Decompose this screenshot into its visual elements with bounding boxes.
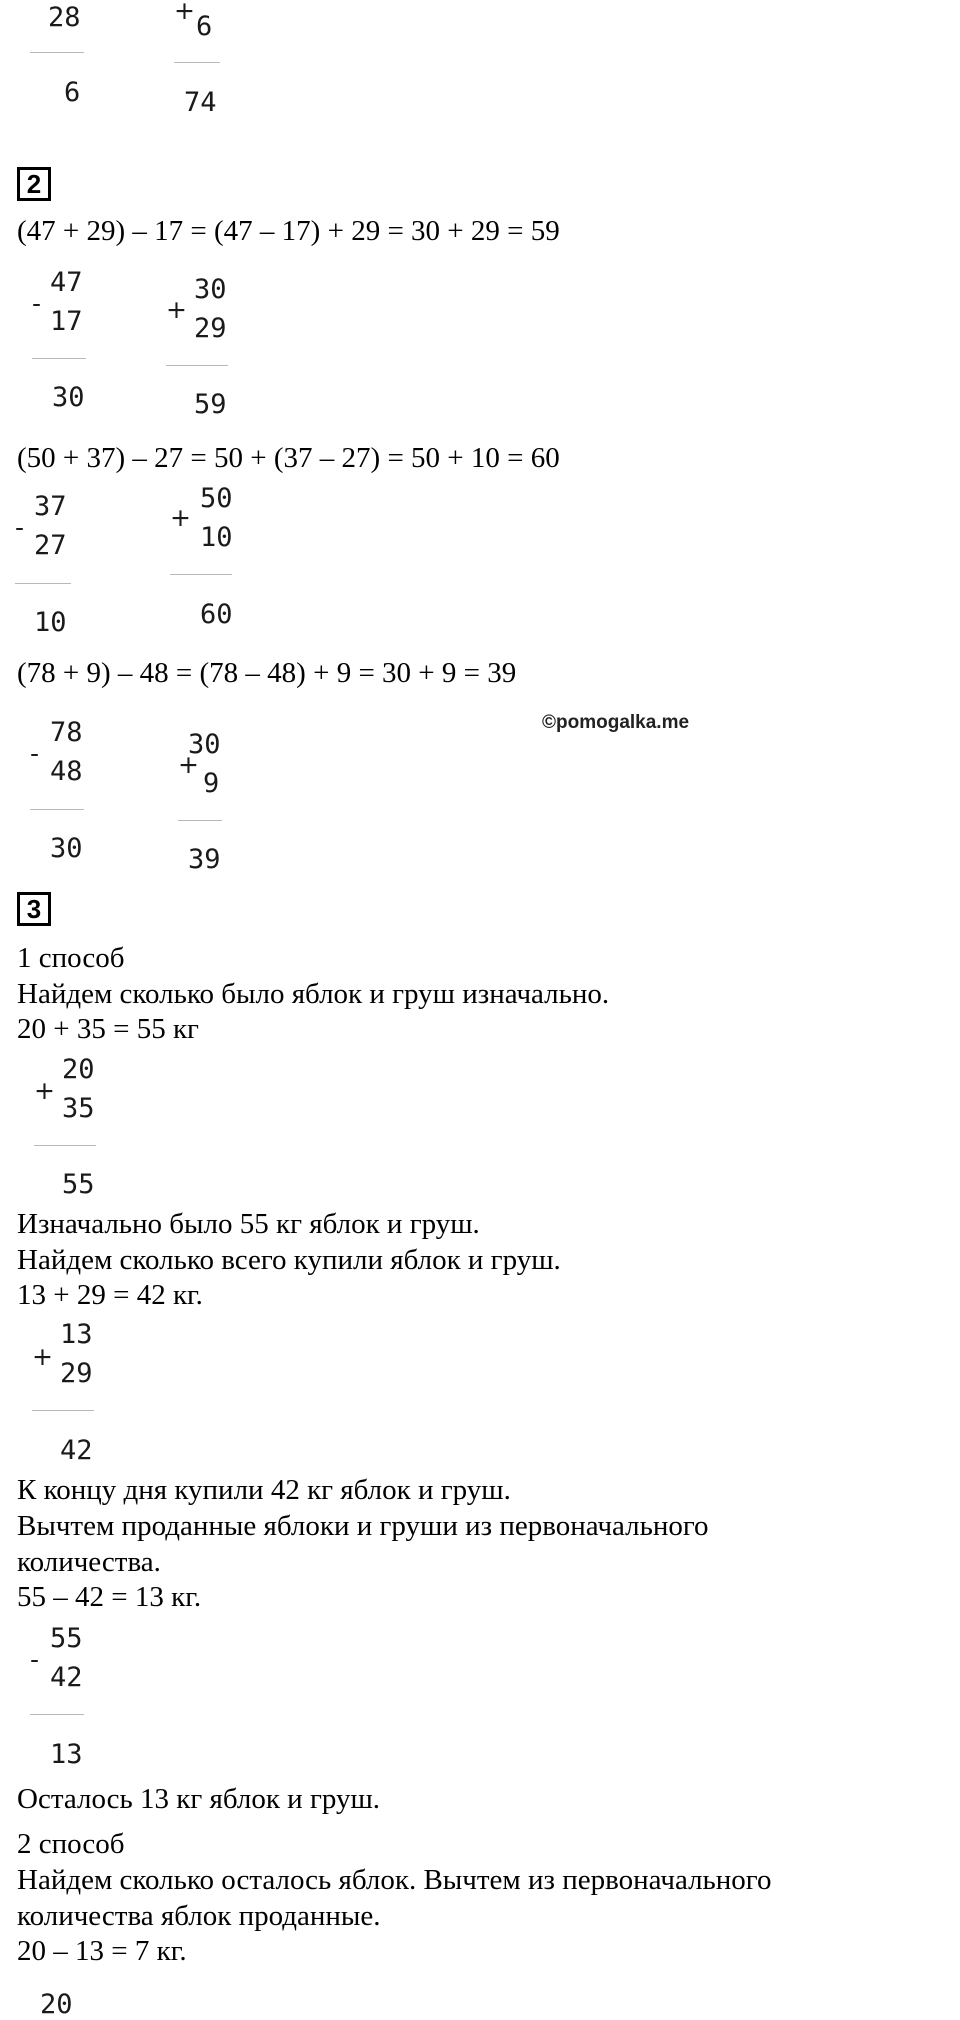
calc-bottom: 29 — [60, 1358, 93, 1389]
calc-bottom: 48 — [50, 756, 83, 787]
calc-result: 6 — [64, 77, 81, 108]
equation-line: 20 – 13 = 7 кг. — [17, 1935, 187, 1967]
calc-rule — [166, 365, 228, 366]
calc-top: 20 — [62, 1054, 95, 1085]
text-line: Вычтем проданные яблоки и груши из первоначального — [17, 1510, 709, 1542]
method-1-heading: 1 способ — [17, 942, 125, 974]
calc-result: 55 — [62, 1169, 95, 1200]
expression-line-3: (78 + 9) – 48 = (78 – 48) + 9 = 30 + 9 = 39 — [17, 657, 517, 689]
calc-result: 13 — [50, 1739, 83, 1770]
task-number-2: 2 — [17, 167, 51, 201]
calc-result: 30 — [52, 382, 85, 413]
calc-top: 78 — [50, 717, 83, 748]
equation-line: 55 – 42 = 13 кг. — [17, 1581, 202, 1613]
text-line: К концу дня купили 42 кг яблок и груш. — [17, 1474, 511, 1506]
text-line: Осталось 13 кг яблок и груш. — [17, 1783, 381, 1815]
text-line: Изначально было 55 кг яблок и груш. — [17, 1208, 480, 1240]
calc-top: 30 — [188, 729, 221, 760]
task-number-3: 3 — [17, 892, 51, 926]
calc-top: 47 — [50, 267, 83, 298]
calc-rule — [174, 62, 220, 63]
plus-sign: + — [170, 503, 191, 532]
text-line: количества яблок проданные. — [17, 1900, 381, 1932]
calc-number: 28 — [48, 2, 81, 33]
equation-line: 20 + 35 = 55 кг — [17, 1013, 199, 1045]
plus-sign: + — [174, 0, 195, 25]
calc-result: 39 — [188, 844, 221, 875]
calc-result: 74 — [184, 87, 217, 118]
watermark: ©pomogalka.me — [542, 712, 690, 733]
plus-sign: + — [34, 1076, 55, 1105]
calc-rule — [178, 820, 222, 821]
text-line: количества. — [17, 1546, 161, 1578]
plus-sign: + — [166, 295, 187, 324]
calc-rule — [32, 358, 86, 359]
calc-bottom: 29 — [194, 313, 227, 344]
calc-bottom: 9 — [203, 768, 220, 799]
calc-result: 60 — [200, 599, 233, 630]
text-line: Найдем сколько осталось яблок. Вычтем из первоначального — [17, 1864, 772, 1896]
calc-top: 50 — [200, 483, 233, 514]
minus-sign: - — [30, 1645, 40, 1674]
calc-rule — [30, 809, 84, 810]
text-line: Найдем сколько было яблок и груш изначально. — [17, 978, 610, 1010]
calc-rule — [170, 574, 232, 575]
calc-bottom: 35 — [62, 1093, 95, 1124]
calc-rule — [32, 1410, 94, 1411]
calc-top: 13 — [60, 1319, 93, 1350]
calc-result: 42 — [60, 1435, 93, 1466]
calc-rule — [30, 1714, 84, 1715]
calc-bottom: 10 — [200, 522, 233, 553]
equation-line: 13 + 29 = 42 кг. — [17, 1279, 203, 1311]
calc-number: 6 — [196, 11, 213, 42]
calc-bottom: 42 — [50, 1662, 83, 1693]
text-line: Найдем сколько всего купили яблок и груш. — [17, 1244, 561, 1276]
calc-bottom: 17 — [50, 306, 83, 337]
calc-rule — [34, 1145, 96, 1146]
calc-result: 30 — [50, 833, 83, 864]
expression-line-1: (47 + 29) – 17 = (47 – 17) + 29 = 30 + 29 = 59 — [17, 215, 560, 247]
calc-top: 30 — [194, 274, 227, 305]
calc-top: 55 — [50, 1623, 83, 1654]
calc-rule — [30, 52, 84, 53]
method-2-heading: 2 способ — [17, 1828, 125, 1860]
calc-result: 10 — [34, 607, 67, 638]
plus-sign: + — [178, 750, 199, 779]
calc-top: 37 — [34, 491, 67, 522]
expression-line-2: (50 + 37) – 27 = 50 + (37 – 27) = 50 + 10 = 60 — [17, 442, 560, 474]
calc-result: 59 — [194, 389, 227, 420]
calc-bottom: 27 — [34, 530, 67, 561]
calc-top: 20 — [40, 1989, 73, 2020]
plus-sign: + — [32, 1342, 53, 1371]
calc-rule — [15, 583, 71, 584]
minus-sign: - — [30, 739, 40, 768]
minus-sign: - — [15, 513, 25, 542]
minus-sign: - — [32, 289, 42, 318]
